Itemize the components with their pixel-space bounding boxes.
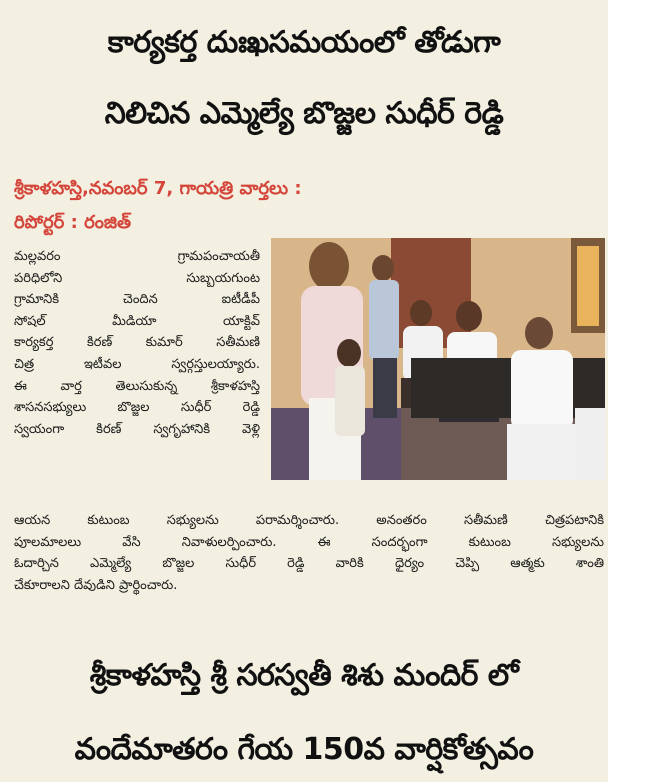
next-headline-line-2: వందేమాతరం గేయ 150వ వార్షికోత్సవం [74,732,534,767]
headline-line-2: నిలిచిన ఎమ్మెల్యే బొజ్జల సుధీర్ రెడ్డి [104,96,504,131]
article-line: స్వయంగా కిరణ్ స్వగృహానికి వెళ్లి [14,421,260,437]
article-line: పూలమాలలు వేసి నివాళులర్పించారు. ఈ సందర్భంగా కుటుంబ సభ్యులను [14,534,604,550]
article-line: శాసనసభ్యులు బొజ్జల సుధీర్ రెడ్డి [14,400,260,416]
article-line: చేకూరాలని దేవుడిని ప్రార్థించారు. [14,577,178,593]
article-full-width-text [14,510,604,596]
article-line: గ్రామానికి చెందిన ఐటీడీపీ [14,292,260,308]
reporter-line: రిపోర్టర్ : రంజిత్ [14,212,132,233]
article-line: ఈ వార్త తెలుసుకున్న శ్రీకాళహస్తి [14,378,260,394]
headline-line-1: కార్యకర్త దుఃఖసమయంలో తోడుగా [107,25,501,60]
photo-illustration [271,238,605,480]
dateline: శ్రీకాళహస్తి,నవంబర్ 7, గాయత్రి వార్తలు : [14,178,302,199]
article-line: కార్యకర్త కిరణ్ కుమార్ సతీమణి [14,335,260,351]
news-photo [271,238,605,480]
article-line: మల్లవరం గ్రామపంచాయతీ [14,249,260,264]
article-line: పరిధిలోని సుబ్బయగుంట [14,270,260,286]
next-headline-line-1: శ్రీకాళహస్తి శ్రీ సరస్వతీ శిశు మందిర్ లో [89,658,519,693]
article-line: చిత్ర ఇటీవల స్వర్గస్తులయ్యారు. [14,356,260,372]
article-column-text [14,246,260,440]
article-line: ఆయన కుటుంబ సభ్యులను పరామర్శించారు. అనంతరం సతీమణి చిత్రపటానికి [14,513,604,528]
article-line: ఓదార్చిన ఎమ్మెల్యే బొజ్జల సుధీర్ రెడ్డి వారికి ధైర్యం చెప్పి ఆత్మకు శాంతి [14,556,604,572]
article-line: సోషల్ మీడియా యాక్టివ్ [14,313,260,329]
